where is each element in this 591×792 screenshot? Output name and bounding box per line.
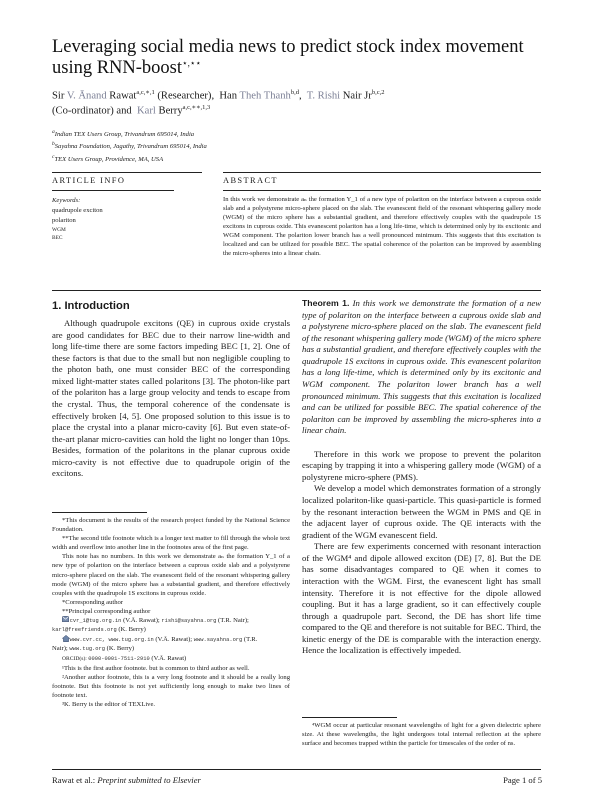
email-owner: (V.Ā. Rawat);	[121, 617, 162, 625]
author2-sup: b,d	[290, 89, 299, 96]
affiliation-sup: b	[52, 141, 55, 148]
theorem-label: Theorem 1.	[302, 298, 350, 308]
footnote-title-2: **The second title footnote which is a longer text matter to fill through the whole text width and overflow into another line in the footnotes area of the first page.	[52, 535, 290, 552]
right-paragraph: We develop a model which demonstrates formation of a strongly localized polariton-like quasi-particle. This quasi-particle is formed by the resonant interaction between the WGM in PMS and QE in the adjacent layer of cuprous oxide. The QE interacts with the gradient of the WGM evanescent field.	[302, 483, 541, 540]
abstract-heading: ABSTRACT	[223, 176, 278, 185]
keyword: quadrupole exciton	[52, 206, 103, 214]
url-owner: Nair);	[52, 645, 70, 653]
footnote-author-1: ¹This is the first author footnote. but is common to third author as well.	[62, 664, 250, 672]
paper-title	[52, 37, 552, 80]
affiliation-c	[52, 153, 452, 165]
author4-family: Berry	[155, 105, 183, 117]
home-icon	[62, 635, 68, 642]
footnote-rule-right	[302, 717, 397, 718]
author4-sup: a,c,∗∗,1,3	[182, 103, 211, 111]
url-link-tug[interactable]: www.tug.org	[69, 646, 105, 653]
email-owner: (K. Berry)	[116, 626, 146, 634]
keyword: WGM	[52, 226, 66, 233]
url-owner: (K. Berry)	[105, 645, 135, 653]
orcid-link[interactable]: 0000-0001-7511-2910	[88, 655, 150, 662]
footnote-orcid	[52, 654, 290, 664]
url-owner: (V.Ā. Rawat);	[153, 635, 194, 643]
footnote-author-2: ²Another author footnote, this is a very long footnote and it should be a really long footnote. But this footnote is not yet sufficiently long enough to make two lines of footnote text.	[52, 673, 290, 699]
affiliation-sup: a	[52, 129, 55, 135]
footnote-author-3: ³K. Berry is the editor of TEXLive.	[62, 700, 156, 708]
footnotes-left	[52, 516, 290, 709]
page-number: Page 1 of 5	[503, 775, 542, 785]
right-column	[302, 298, 541, 657]
author-list	[52, 89, 552, 118]
author4-given: Karl	[137, 105, 156, 117]
footnote-right	[302, 721, 541, 748]
footnote-principal: **Principal corresponding author	[62, 607, 151, 615]
author3-role: (Co-ordinator) and	[52, 105, 132, 117]
affiliation-b	[52, 140, 452, 152]
affiliation-a	[52, 128, 452, 140]
rule-abstract-top	[223, 172, 541, 173]
footer-preprint: Preprint submitted to Elsevier	[97, 775, 201, 785]
rule-front-matter-bottom	[52, 290, 541, 291]
rule-article-info-mid	[52, 190, 174, 191]
author3-sup: b,c,2	[371, 89, 385, 96]
author3-family: Nair Jr	[340, 90, 372, 102]
footnote-urls	[52, 635, 290, 654]
keywords-block	[52, 196, 172, 242]
author2-sep: ,	[298, 90, 302, 102]
title-text: Leveraging social media news to predict stock index movement using RNN-boost	[52, 37, 524, 79]
footnote-title-1: *This document is the results of the research project funded by the National Science Foundation.	[52, 517, 290, 534]
article-info-heading: ARTICLE INFO	[52, 176, 126, 185]
right-paragraph: There are few experiments concerned with resonant interaction of the WGM⁴ and dipole allowed exciton (DE) [7, 8]. But the DE has some disadvantages compared to QE when it comes to interaction with the WGM. First, the evanescent light has small intensity. Therefore it is not effective for the dipole allowed coupling. But it has a large gradient, so it can effectively couple through a quadrupole part. Second, the DE has short life time compared to the QE and therefore is not suitable for BEC. Third, the kinetic energy of the DE is comparable with the interaction energy. Hence the localization is effectively impeded.	[302, 541, 541, 656]
author1-prefix: Sir	[52, 90, 67, 102]
affiliation-sup: c	[52, 153, 55, 160]
footer-author: Rawat et al.:	[52, 775, 98, 785]
intro-column	[52, 318, 290, 480]
rule-abstract-mid	[223, 190, 541, 191]
affiliation-text: Sayahna Foundation, Jagathy, Trivandrum 695014, India	[54, 143, 207, 151]
author2-family: Theh Thanh	[239, 90, 291, 102]
email-owner: (T.R. Nair);	[216, 617, 249, 625]
author2-given: Han	[219, 90, 240, 102]
keyword: polariton	[52, 216, 76, 224]
footnote-wgm: ⁴WGM occur at particular resonant wavelengths of light for a given dielectric sphere size. At these wavelengths, the light undergoes total internal reflection at the sphere surface and becomes trapped within the particle for timescales of the order of ns.	[302, 722, 541, 748]
url-link-rawat[interactable]: www.cvr.cc, www.tug.org.in	[69, 636, 154, 643]
orcid-owner: (V.Ā. Rawat)	[149, 654, 187, 662]
author1-sup: a,c,∗,1	[136, 89, 155, 96]
footnote-emails	[52, 616, 290, 635]
theorem-text: In this work we demonstrate the formation of a new type of polariton on the interface between a cuprous oxide slab and a polystyrene micro-sphere placed on the slab. The evanescent field of the resonant whispering gallery mode (WGM) of the micro sphere has a substantial gradient, and therefore effectively couples with the quadrupole 1S excitons in cuprous oxide. This evanescent polariton has a long life-time, which is determined only by its excitonic and WGM component. The polariton lower branch has a well pronounced minimum. This suggests that this excitation is localized and can be utilized for possible BEC. The spatial coherence of the polariton can be improved by assembling the micro-spheres into a linear chain.	[302, 298, 541, 436]
url-owner: (T.R.	[242, 635, 258, 643]
author1-family: Rawat	[106, 90, 137, 102]
email-link-berry[interactable]: karl@freefriends.org	[52, 627, 117, 634]
footnote-unnumbered: This note has no numbers. In this work we demonstrate aₙ the formation Y_1 of a new type of polariton on the interface between a cuprous oxide slab and a polystyrene micro-sphere placed on the slab. The evanescent field of the resonant whispering gallery mode (WGM) of the micro sphere has a substantial gradient, and therefore effectively couples with the quadrupole 1S excitons in cuprous oxide.	[52, 553, 290, 597]
orcid-label: ORCID(s):	[62, 655, 89, 662]
intro-paragraph: Although quadrupole excitons (QE) in cuprous oxide crystals are good candidates for BEC due to their narrow line-width and long life-time there are some factors impeding BEC [1, 2]. One of these factors is that due to the small but non negligible coupling to the photon bath, one must consider BEC of the corresponding mixed light-matter states called polaritons [3]. The photon-like part of the polariton has a large group velocity and tends to escape from the crystal. Thus, the temporal coherence of the condensate is effectively broken [4, 5]. One proposed solution to this issue is to place the crystal into a planar micro-cavity [6]. But even state-of-the-art planar micro-cavities can hold the light no longer than 10ps. Besides, formation of the polaritons in the planar cuprous oxide micro-cavity is not effective due to quadrupole origin of the excitons.	[52, 318, 290, 479]
title-footnote-marks: ⋆,⋆⋆	[182, 58, 202, 69]
abstract-text: In this work we demonstrate aₙ the formation Y_1 of a new type of polariton on the interface between a cuprous oxide slab and a polystyrene micro-sphere placed on the slab. The evanescent field of the resonant whispering gallery mode (WGM) of the micro sphere has a substantial gradient, and therefore effectively couples with the quadrupole 1S excitons in cuprous oxide. This evanescent polariton has a long life-time, which is determined only by its excitonic and WGM component. The polariton lower branch has a well pronounced minimum. This suggests that this excitation is localized and can be utilized for possible BEC. The spatial coherence of the polariton can be improved by assembling the micro-spheres into a linear chain.	[223, 196, 541, 257]
footer-rule	[52, 769, 541, 770]
keywords-label: Keywords:	[52, 197, 81, 204]
right-paragraph: Therefore in this work we propose to prevent the polariton escaping by trapping it into a whispering gallery mode (WGM) of a polystyrene micro-sphere (PMS).	[302, 448, 541, 482]
url-link-sayahna[interactable]: www.sayahna.org	[193, 636, 243, 643]
affiliation-text: Indian TEX Users Group, Trivandrum 695014, India	[54, 131, 195, 139]
footnote-rule-left	[52, 512, 147, 513]
footnote-corresponding: *Corresponding author	[62, 598, 123, 606]
page-footer	[52, 775, 542, 785]
email-link-rawat[interactable]: cvr_1@tug.org.in	[69, 618, 122, 625]
affiliations	[52, 128, 452, 165]
author3-given: T. Rishi	[306, 90, 341, 102]
author1-role: (Researcher),	[154, 90, 215, 102]
author1-given: V. Ānand	[66, 90, 107, 102]
affiliation-text: TEX Users Group, Providence, MA, USA	[54, 156, 164, 164]
email-icon	[62, 616, 68, 623]
rule-article-info-top	[52, 172, 202, 173]
section-heading-introduction: 1. Introduction	[52, 300, 130, 312]
theorem-block	[302, 298, 541, 437]
email-link-nair[interactable]: rishi@sayahna.org	[161, 618, 217, 625]
keyword: BEC	[52, 234, 63, 241]
